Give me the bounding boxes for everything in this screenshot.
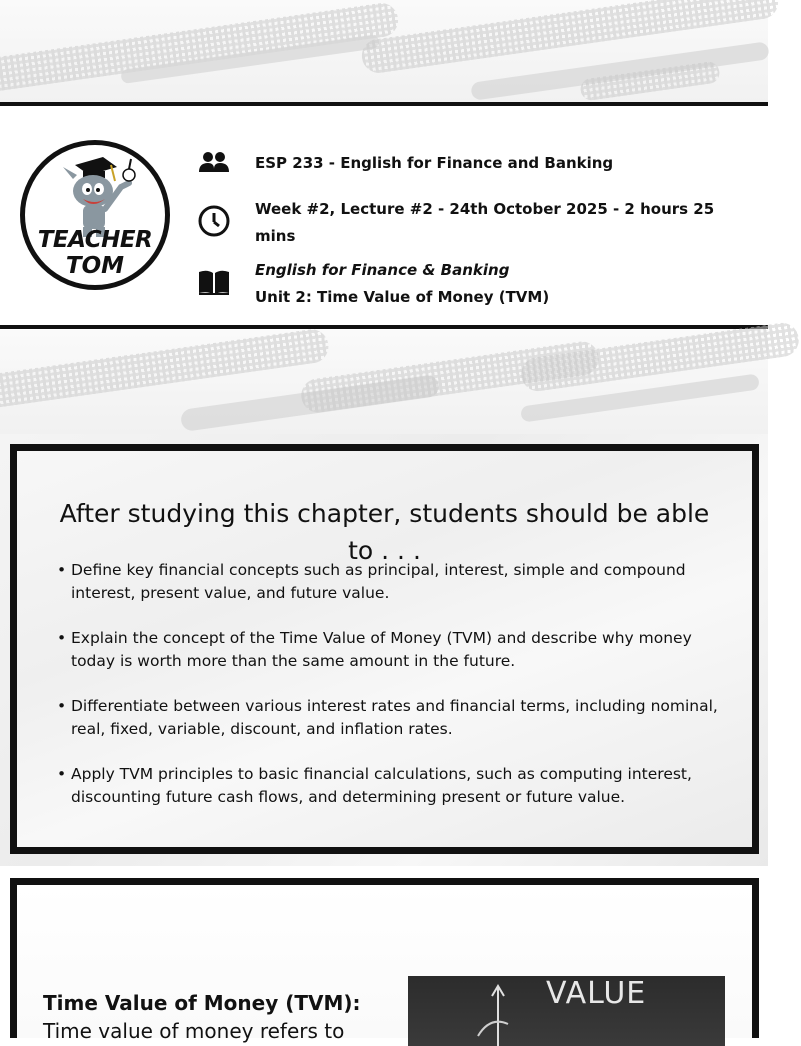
tvm-body-text: Time value of money refers to [43, 1019, 345, 1043]
value-chalkboard-image [408, 976, 725, 1046]
header-bottom-rule [0, 325, 768, 329]
book-title: English for Finance & Banking [255, 261, 510, 279]
objective-item: • Define key financial concepts such as principal, interest, simple and compound interest, present value, and future value. [57, 561, 686, 602]
objective-item: • Apply TVM principles to basic financial calculations, such as computing interest, discounting future cash flows, and determining present or future value. [57, 765, 692, 806]
objective-item: • Explain the concept of the Time Value of Money (TVM) and describe why money today is worth more than the same amount in the future. [57, 629, 692, 670]
tvm-card [10, 878, 759, 1043]
objectives-heading: After studying this chapter, students should be able to . . . [59, 499, 710, 565]
course-title: ESP 233 - English for Finance and Banking [255, 154, 614, 172]
teacher-tom-logo [20, 140, 170, 290]
clock-icon [197, 204, 231, 238]
logo-text-line2: TOM [65, 253, 125, 279]
objective-item: • Differentiate between various interest rates and financial terms, including nominal, real, fixed, variable, discount, and inflation rates. [57, 697, 718, 738]
objectives-list [57, 559, 722, 831]
tvm-heading: Time Value of Money (TVM): [43, 991, 361, 1015]
cat-mascot-illustration [63, 157, 135, 237]
middle-grunge-banner [0, 330, 768, 434]
top-grunge-banner [0, 0, 768, 103]
people-icon [197, 148, 231, 182]
lecture-schedule: Week #2, Lecture #2 - 24th October 2025 - 2 hours 25 mins [255, 200, 715, 245]
value-chalk-label: VALUE [546, 976, 647, 1011]
learning-objectives-card [10, 444, 759, 854]
unit-title: Unit 2: Time Value of Money (TVM) [255, 288, 550, 306]
open-book-icon [197, 266, 231, 300]
logo-text-line1: TEACHER [37, 227, 153, 253]
